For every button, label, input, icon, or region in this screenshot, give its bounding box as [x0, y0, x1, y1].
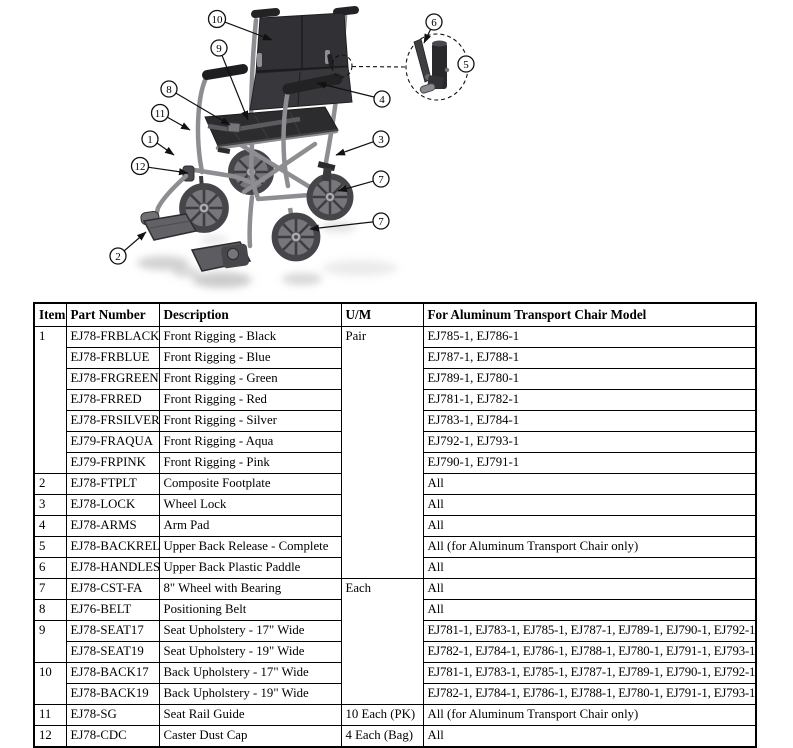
push-handle — [337, 10, 355, 12]
back-release-slot — [257, 53, 262, 67]
callout-number: 2 — [115, 250, 121, 263]
cell-item: 1 — [34, 327, 66, 474]
cell-description: Seat Upholstery - 17" Wide — [159, 621, 341, 642]
cell-models: EJ783-1, EJ784-1 — [423, 411, 756, 432]
cell-part-number: EJ78-FRBLUE — [66, 348, 159, 369]
cell-description: Front Rigging - Red — [159, 390, 341, 411]
parts-diagram — [0, 0, 793, 300]
cell-description: Upper Back Plastic Paddle — [159, 558, 341, 579]
cell-models: All — [423, 579, 756, 600]
callout-badge-10 — [209, 11, 226, 28]
cell-um: Pair — [341, 327, 423, 579]
cell-part-number: EJ78-FRRED — [66, 390, 159, 411]
callout-number: 4 — [379, 93, 385, 106]
cell-models: All (for Aluminum Transport Chair only) — [423, 537, 756, 558]
cell-models: EJ792-1, EJ793-1 — [423, 432, 756, 453]
callout-badge-6 — [426, 14, 442, 30]
cell-part-number: EJ78-BACK17 — [66, 663, 159, 684]
callout-badge-2 — [110, 248, 126, 264]
callout-number: 12 — [134, 160, 146, 173]
cell-description: Back Upholstery - 19" Wide — [159, 684, 341, 705]
callout-badge-11 — [152, 105, 169, 122]
callout-badge-12 — [132, 158, 149, 175]
cell-part-number: EJ78-ARMS — [66, 516, 159, 537]
back-release-detail — [414, 39, 449, 94]
right-footplate — [192, 242, 250, 271]
cell-part-number: EJ78-BACKREL — [66, 537, 159, 558]
cell-models: EJ781-1, EJ783-1, EJ785-1, EJ787-1, EJ789-1, EJ790-1, EJ792-1 — [423, 621, 756, 642]
cell-models: EJ782-1, EJ784-1, EJ786-1, EJ788-1, EJ780-1, EJ791-1, EJ793-1 — [423, 684, 756, 705]
callout-badge-3 — [373, 131, 389, 147]
callout-number: 10 — [211, 13, 223, 26]
right-rigging-assembly — [250, 197, 318, 258]
cell-description: Upper Back Release - Complete — [159, 537, 341, 558]
cell-description: Front Rigging - Pink — [159, 453, 341, 474]
col-header-item: Item — [34, 303, 66, 327]
rear-right-wheel — [310, 177, 351, 218]
cell-models: All — [423, 558, 756, 579]
table-row — [34, 705, 756, 726]
cell-description: Front Rigging - Black — [159, 327, 341, 348]
parts-table-section — [33, 302, 757, 748]
cell-item: 8 — [34, 600, 66, 621]
cell-um: 10 Each (PK) — [341, 705, 423, 726]
cell-models: EJ781-1, EJ782-1 — [423, 390, 756, 411]
col-header-um: U/M — [341, 303, 423, 327]
callout-number: 1 — [147, 133, 153, 146]
cell-description: Caster Dust Cap — [159, 726, 341, 748]
cell-part-number: EJ78-SEAT17 — [66, 621, 159, 642]
cell-part-number: EJ78-FTPLT — [66, 474, 159, 495]
cell-item: 11 — [34, 705, 66, 726]
cell-models: EJ789-1, EJ780-1 — [423, 369, 756, 390]
cell-item: 2 — [34, 474, 66, 495]
wheelchair-illustration — [0, 0, 793, 300]
callout-number: 5 — [463, 58, 469, 71]
table-row — [34, 579, 756, 600]
push-handle — [255, 12, 276, 14]
cell-description: Back Upholstery - 17" Wide — [159, 663, 341, 684]
cell-um: 4 Each (Bag) — [341, 726, 423, 748]
detail-view — [332, 34, 468, 100]
callout-number: 7 — [378, 215, 384, 228]
callout-badge-5 — [458, 56, 474, 72]
cell-description: Composite Footplate — [159, 474, 341, 495]
cell-part-number: EJ79-FRPINK — [66, 453, 159, 474]
col-header-part-number: Part Number — [66, 303, 159, 327]
cell-models: EJ782-1, EJ784-1, EJ786-1, EJ788-1, EJ780-1, EJ791-1, EJ793-1 — [423, 642, 756, 663]
release-pin — [419, 83, 435, 94]
cell-part-number: EJ79-FRAQUA — [66, 432, 159, 453]
cell-models: All — [423, 495, 756, 516]
cell-part-number: EJ78-HANDLES — [66, 558, 159, 579]
cell-part-number: EJ78-FRGREEN — [66, 369, 159, 390]
callout-badge-7a — [373, 171, 389, 187]
cell-item: 5 — [34, 537, 66, 558]
arm-pad-left — [207, 69, 243, 75]
table-row — [34, 327, 756, 348]
cell-description: Seat Upholstery - 19" Wide — [159, 642, 341, 663]
callout-number: 7 — [378, 173, 384, 186]
cell-description: Seat Rail Guide — [159, 705, 341, 726]
parts-table — [33, 302, 757, 748]
cell-part-number: EJ76-BELT — [66, 600, 159, 621]
cell-description: Arm Pad — [159, 516, 341, 537]
cell-models: All — [423, 474, 756, 495]
table-row — [34, 726, 756, 748]
table-header-row — [34, 303, 756, 327]
col-header-description: Description — [159, 303, 341, 327]
cell-um: Each — [341, 579, 423, 705]
cell-description: 8" Wheel with Bearing — [159, 579, 341, 600]
cell-models: All — [423, 600, 756, 621]
cell-part-number: EJ78-CDC — [66, 726, 159, 748]
cell-models: All (for Aluminum Transport Chair only) — [423, 705, 756, 726]
cell-description: Front Rigging - Blue — [159, 348, 341, 369]
cell-part-number: EJ78-LOCK — [66, 495, 159, 516]
cell-models: EJ787-1, EJ788-1 — [423, 348, 756, 369]
callout-number: 11 — [154, 107, 166, 120]
cell-description: Positioning Belt — [159, 600, 341, 621]
cell-models: EJ781-1, EJ783-1, EJ785-1, EJ787-1, EJ789-1, EJ790-1, EJ792-1 — [423, 663, 756, 684]
cell-description: Front Rigging - Silver — [159, 411, 341, 432]
front-right-caster — [275, 216, 317, 258]
cell-models: EJ790-1, EJ791-1 — [423, 453, 756, 474]
cell-description: Front Rigging - Aqua — [159, 432, 341, 453]
cell-item: 7 — [34, 579, 66, 600]
callout-number: 3 — [378, 133, 384, 146]
cell-description: Front Rigging - Green — [159, 369, 341, 390]
cell-item: 10 — [34, 663, 66, 705]
cell-models: All — [423, 726, 756, 748]
cell-part-number: EJ78-SEAT19 — [66, 642, 159, 663]
callout-number: 9 — [216, 42, 222, 55]
col-header-models: For Aluminum Transport Chair Model — [423, 303, 756, 327]
cell-models: All — [423, 516, 756, 537]
cell-item: 4 — [34, 516, 66, 537]
cell-part-number: EJ78-CST-FA — [66, 579, 159, 600]
callout-number: 8 — [166, 83, 172, 96]
cell-item: 6 — [34, 558, 66, 579]
cell-models: EJ785-1, EJ786-1 — [423, 327, 756, 348]
callout-badge-9 — [211, 40, 227, 56]
cell-item: 12 — [34, 726, 66, 748]
cell-part-number: EJ78-BACK19 — [66, 684, 159, 705]
callout-badge-4 — [374, 91, 390, 107]
cell-description: Wheel Lock — [159, 495, 341, 516]
cell-item: 9 — [34, 621, 66, 663]
callout-badge-1 — [142, 131, 158, 147]
cell-part-number: EJ78-SG — [66, 705, 159, 726]
callout-number: 6 — [431, 16, 437, 29]
cell-item: 3 — [34, 495, 66, 516]
cell-part-number: EJ78-FRSILVER — [66, 411, 159, 432]
callout-badge-7b — [373, 213, 389, 229]
cell-part-number: EJ78-FRBLACK — [66, 327, 159, 348]
callout-badge-8 — [161, 81, 177, 97]
